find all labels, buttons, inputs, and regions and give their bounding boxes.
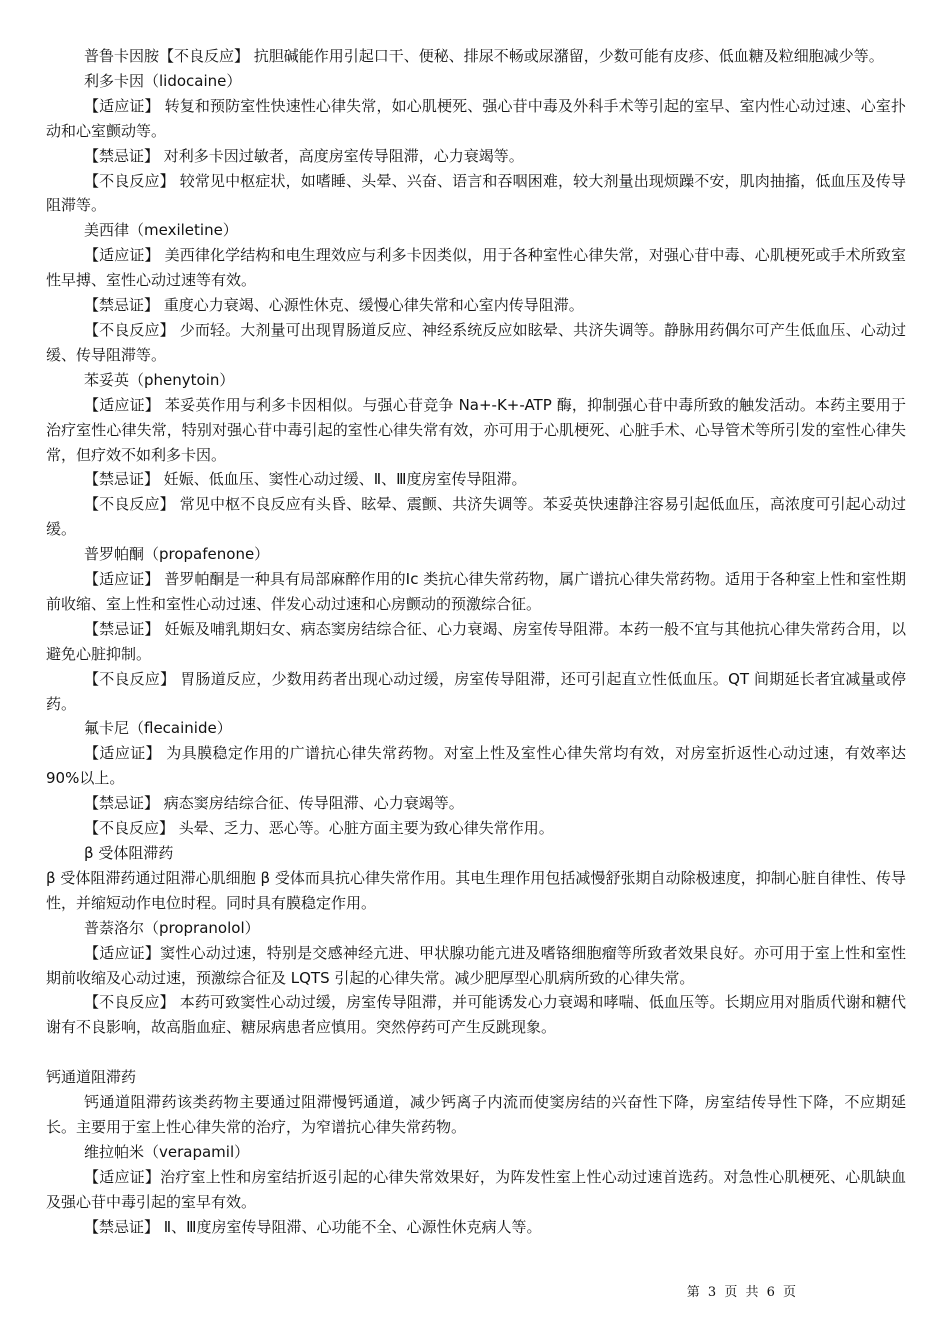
paragraph: β 受体阻滞药通过阻滞心肌细胞 β 受体而具抗心律失常作用。其电生理作用包括减慢舒张期自动除极速度，抑制心脏自律性、传导性，并缩短动作电位时程。同时具有膜稳定作用。 bbox=[46, 868, 906, 912]
paragraph: β 受体阻滞药 bbox=[84, 844, 174, 862]
paragraph: 【不良反应】 少而轻。大剂量可出现胃肠道反应、神经系统反应如眩晕、共济失调等。静脉用药偶尔可产生低血压、心动过缓、传导阻滞等。 bbox=[46, 320, 906, 364]
paragraph: 【禁忌证】 重度心力衰竭、心源性休克、缓慢心律失常和心室内传导阻滞。 bbox=[84, 296, 584, 315]
paragraph: 普罗帕酮（propafenone） bbox=[84, 545, 270, 564]
paragraph: 【适应证】 普罗帕酮是一种具有局部麻醉作用的Ⅰc 类抗心律失常药物，属广谱抗心律失常药物。适用于各种室上性和室性期前收缩、室上性和室性心动过速、伴发心动过速和心房颤动的预激综合征。 bbox=[46, 570, 906, 613]
paragraph: 【适应证】 苯妥英作用与利多卡因相似。与强心苷竞争 Na+-K+-ATP 酶，抑制强心苷中毒所致的触发活动。本药主要用于治疗室性心律失常，特别对强心苷中毒引起的室性心律失常有效，亦可用于心肌梗死、心脏手术、心导管术等所引发的室性心律失常，但疗效不如利多卡因。 bbox=[46, 395, 906, 464]
paragraph: 【不良反应】 较常见中枢症状，如嗜睡、头晕、兴奋、语言和吞咽困难，较大剂量出现烦躁不安，肌肉抽搐，低血压及传导阻滞等。 bbox=[46, 171, 906, 215]
page-footer: 第 3 页 共 6 页 bbox=[686, 1285, 798, 1300]
paragraph: 钙通道阻滞药该类药物主要通过阻滞慢钙通道，减少钙离子内流而使窦房结的兴奋性下降，房室结传导性下降，不应期延长。主要用于室上性心律失常的治疗，为窄谱抗心律失常药物。 bbox=[46, 1093, 906, 1137]
paragraph: 苯妥英（phenytoin） bbox=[84, 370, 235, 389]
paragraph: 【适应证】窦性心动过速，特别是交感神经亢进、甲状腺功能亢进及嗜铬细胞瘤等所致者效果良好。亦可用于室上性和室性期前收缩及心动过速，预激综合征及 LQTS 引起的心律失常。减少肥厚型心肌病所致的心律失常。 bbox=[46, 943, 906, 987]
paragraph: 普鲁卡因胺【不良反应】 抗胆碱能作用引起口干、便秘、排尿不畅或尿潴留，少数可能有皮疹、低血糖及粒细胞减少等。 bbox=[84, 47, 884, 65]
paragraph: 【适应证】治疗室上性和房室结折返引起的心律失常效果好，为阵发性室上性心动过速首选药。对急性心肌梗死、心肌缺血及强心苷中毒引起的室早有效。 bbox=[46, 1167, 906, 1211]
paragraph: 氟卡尼（flecainide） bbox=[84, 719, 232, 738]
paragraph: 美西律（mexiletine） bbox=[84, 221, 238, 240]
paragraph: 【不良反应】 本药可致窦性心动过缓，房室传导阻滞，并可能诱发心力衰竭和哮喘、低血压等。长期应用对脂质代谢和糖代谢有不良影响，故高脂血症、糖尿病患者应慎用。突然停药可产生反跳现象。 bbox=[46, 993, 906, 1037]
paragraph: 【不良反应】 胃肠道反应，少数用药者出现心动过缓，房室传导阻滞，还可引起直立性低血压。QT 间期延长者宜减量或停药。 bbox=[46, 669, 906, 713]
paragraph: 【禁忌证】 对利多卡因过敏者，高度房室传导阻滞，心力衰竭等。 bbox=[84, 146, 524, 165]
paragraph: 普萘洛尔（propranolol） bbox=[84, 918, 260, 937]
paragraph: 【适应证】 转复和预防室性快速性心律失常，如心肌梗死、强心苷中毒及外科手术等引起的室早、室内性心动过速、心室扑动和心室颤动等。 bbox=[46, 96, 906, 140]
paragraph: 【禁忌证】 妊娠及哺乳期妇女、病态窦房结综合征、心力衰竭、房室传导阻滞。本药一般不宜与其他抗心律失常药合用，以避免心脏抑制。 bbox=[46, 619, 906, 663]
document-body bbox=[46, 44, 906, 1240]
paragraph: 【禁忌证】 病态窦房结综合征、传导阻滞、心力衰竭等。 bbox=[84, 794, 464, 813]
paragraph: 【不良反应】 头晕、乏力、恶心等。心脏方面主要为致心律失常作用。 bbox=[84, 819, 554, 838]
paragraph: 【禁忌证】 Ⅱ、Ⅲ度房室传导阻滞、心功能不全、心源性休克病人等。 bbox=[84, 1217, 542, 1236]
paragraph: 利多卡因（lidocaine） bbox=[84, 71, 242, 90]
paragraph: 【不良反应】 常见中枢不良反应有头昏、眩晕、震颤、共济失调等。苯妥英快速静注容易引起低血压，高浓度可引起心动过缓。 bbox=[46, 495, 906, 539]
paragraph: 钙通道阻滞药 bbox=[46, 1068, 137, 1087]
paragraph: 【禁忌证】 妊娠、低血压、窦性心动过缓、Ⅱ、Ⅲ度房室传导阻滞。 bbox=[84, 470, 527, 489]
paragraph: 维拉帕米（verapamil） bbox=[84, 1142, 250, 1161]
paragraph: 【适应证】 为具膜稳定作用的广谱抗心律失常药物。对室上性及室性心律失常均有效，对房室折返性心动过速，有效率达 90%以上。 bbox=[46, 744, 906, 788]
paragraph: 【适应证】 美西律化学结构和电生理效应与利多卡因类似，用于各种室性心律失常，对强心苷中毒、心肌梗死或手术所致室性早搏、室性心动过速等有效。 bbox=[46, 246, 906, 290]
